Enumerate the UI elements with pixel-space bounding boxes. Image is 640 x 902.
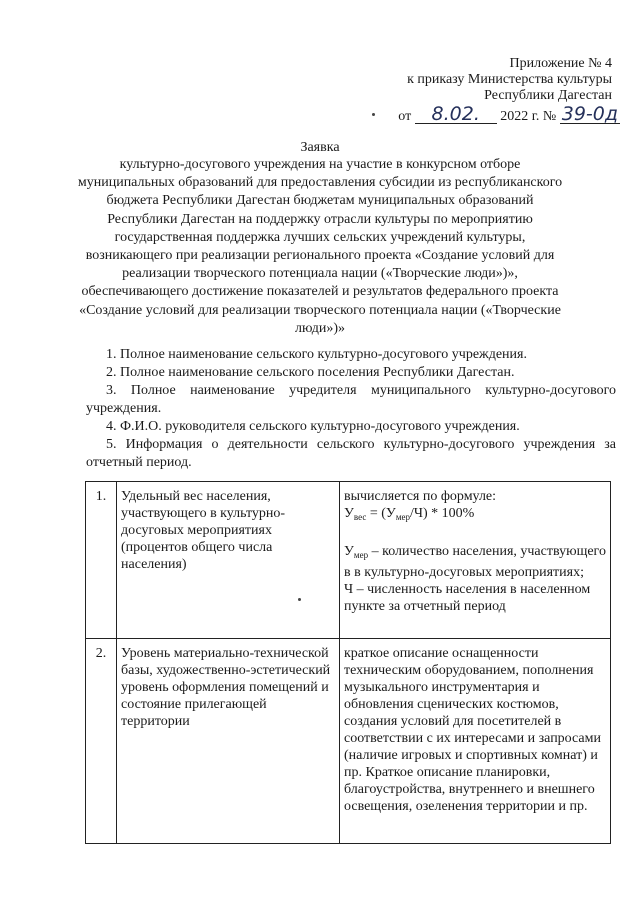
- order-date-number-line: [398, 105, 620, 125]
- appendix-label: Приложение № 4: [509, 56, 612, 71]
- indicator-name: Уровень материально-технической базы, художественно-эстетический уровень оформления помещений и состояние прилегающей территории: [117, 639, 340, 844]
- list-item: 5. Информация о деятельности сельского культурно-досугового учреждения за отчетный период.: [86, 437, 616, 470]
- indicator-table: [85, 481, 611, 844]
- from-label: от: [398, 109, 412, 124]
- indicator-description: краткое описание оснащенности техническим оборудованием, пополнения музыкального инструментария и обновления сценических костюмов, создания условий для посетителей в соответствии с их интересами и запросами (наличие игровых и спортивных комнат) и пр. Краткое описание планировки, благоустройства, внутреннего и внешнего освещения, озеленения территории и пр.: [340, 639, 611, 844]
- formula-intro: вычисляется по формуле:: [344, 489, 497, 504]
- scan-speck: [372, 113, 375, 116]
- republic-name: Республики Дагестан: [484, 88, 612, 103]
- order-reference: к приказу Министерства культуры: [407, 72, 612, 87]
- indicator-name: Удельный вес населения, участвующего в культурно-досуговых мероприятиях (процентов общего числа населения): [117, 482, 340, 639]
- list-item: 3. Полное наименование учредителя муниципального культурно-досугового учреждения.: [86, 383, 616, 416]
- list-item: 4. Ф.И.О. руководителя сельского культурно-досугового учреждения.: [106, 419, 520, 434]
- formula-definition: $У_{мер}$ – количество населения, участвующего в в культурно-досуговых мероприятиях;: [344, 544, 606, 580]
- list-item: 1. Полное наименование сельского культурно-досугового учреждения.: [106, 347, 527, 362]
- row-number: 1.: [86, 482, 117, 639]
- document-subtitle: культурно-досугового учреждения на участие в конкурсном отборе муниципальных образований для предоставления субсидии из республиканского бюджета Республики Дагестан бюджетам муниципальных образований Республики Дагестан на поддержку отрасли культуры по мероприятию государственная поддержка лучших сельских учреждений культуры, возникающего при реализации регионального проекта «Создание условий для реализации творческого потенциала нации («Творческие люди»)», обеспечивающего достижение показателей и результатов федерального проекта «Создание условий для реализации творческого потенциала нации («Творческие люди»)»: [77, 157, 563, 336]
- document-title: Заявка: [300, 140, 340, 155]
- handwritten-order-number: 39-0д: [561, 103, 618, 125]
- row-number: 2.: [86, 639, 117, 844]
- indicator-description: [340, 482, 611, 639]
- formula: $У_{вес} = (У_{мер}/Ч) * 100\%$: [344, 506, 475, 522]
- year-number-label: 2022 г. №: [500, 109, 557, 124]
- scan-speck: [298, 598, 301, 601]
- handwritten-date: 8.02.: [415, 105, 497, 124]
- formula-definition: Ч – численность населения в населенном пункте за отчетный период: [344, 582, 591, 614]
- table-row: [86, 482, 611, 639]
- list-item: 2. Полное наименование сельского поселения Республики Дагестан.: [106, 365, 515, 380]
- table-row: [86, 639, 611, 844]
- requirements-list: [86, 346, 616, 472]
